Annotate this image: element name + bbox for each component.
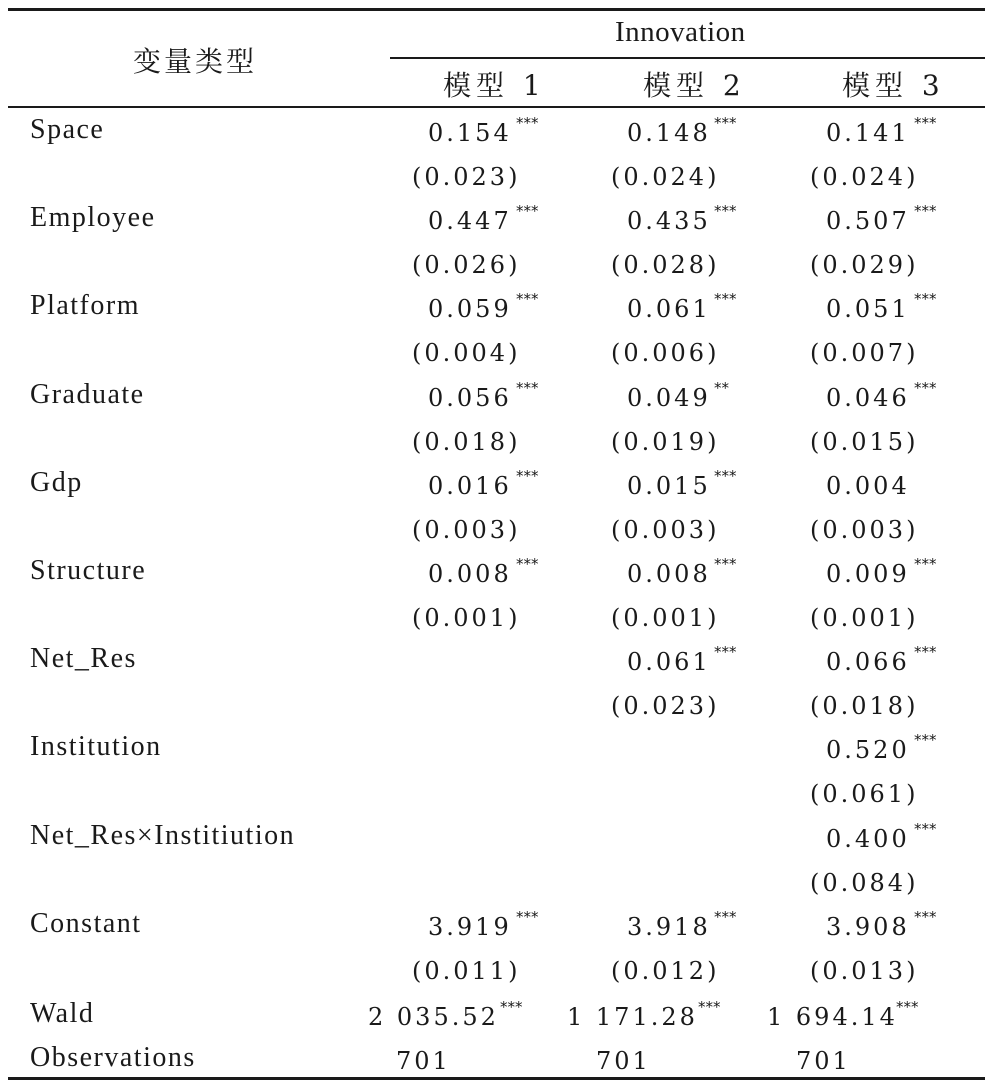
significance-stars: *** [914,202,937,220]
standard-error-cell: (0.003) [810,516,919,544]
wald-value: 1 171.28 [567,1003,698,1031]
coefficient-cell: 0.008 [428,560,512,588]
significance-stars: *** [714,202,737,220]
standard-error-cell: (0.015) [810,428,919,456]
coefficient-cell: 0.435 [627,207,711,235]
significance-stars: *** [896,998,919,1016]
row-label: Space [30,114,105,145]
significance-stars: *** [698,998,721,1016]
significance-stars: *** [714,908,737,926]
standard-error-cell: (0.001) [412,604,521,632]
significance-stars: *** [714,643,737,661]
model-3-header: 模型 3 [842,69,945,102]
coefficient-cell: 0.148 [627,119,711,147]
coefficient-cell: 0.049 [627,384,711,412]
standard-error-cell: (0.011) [412,957,521,985]
coefficient-cell: 0.056 [428,384,512,412]
significance-stars: *** [714,467,737,485]
standard-error-cell: (0.018) [412,428,521,456]
significance-stars: *** [500,998,523,1016]
coefficient-cell: 0.066 [826,648,910,676]
significance-stars: *** [914,114,937,132]
significance-stars: *** [516,379,539,397]
coefficient-cell: 3.918 [627,913,711,941]
standard-error-cell: (0.006) [611,339,720,367]
coefficient-cell: 0.004 [826,472,910,500]
significance-stars: *** [516,908,539,926]
significance-stars: *** [914,290,937,308]
standard-error-cell: (0.084) [810,869,919,897]
row-label: Constant [30,908,142,939]
significance-stars: *** [516,114,539,132]
top-rule [8,8,985,11]
coefficient-cell: 3.919 [428,913,512,941]
row-label: Structure [30,555,147,586]
group-header-rule [390,57,985,59]
standard-error-cell: (0.001) [611,604,720,632]
coefficient-cell: 0.520 [826,736,910,764]
standard-error-cell: (0.023) [412,163,521,191]
observations-label: Observations [30,1042,196,1073]
coefficient-cell: 0.059 [428,295,512,323]
significance-stars: *** [714,114,737,132]
observations-value: 701 [596,1047,651,1075]
coefficient-cell: 0.061 [627,648,711,676]
coefficient-cell: 0.447 [428,207,512,235]
coefficient-cell: 0.154 [428,119,512,147]
coefficient-cell: 0.507 [826,207,910,235]
standard-error-cell: (0.026) [412,251,521,279]
coefficient-cell: 0.015 [627,472,711,500]
standard-error-cell: (0.013) [810,957,919,985]
coefficient-cell: 0.141 [826,119,910,147]
coefficient-cell: 0.016 [428,472,512,500]
coefficient-cell: 0.400 [826,825,910,853]
observations-value: 701 [396,1047,451,1075]
significance-stars: *** [914,643,937,661]
row-label: Net_Res×Institiution [30,820,296,851]
coefficient-cell: 3.908 [826,913,910,941]
coefficient-cell: 0.008 [627,560,711,588]
coefficient-cell: 0.051 [826,295,910,323]
significance-stars: *** [914,908,937,926]
coefficient-cell: 0.061 [627,295,711,323]
model-2-header: 模型 2 [643,69,746,102]
bottom-rule [8,1077,985,1080]
row-label: Net_Res [30,643,137,674]
coefficient-cell: 0.046 [826,384,910,412]
significance-stars: *** [714,555,737,573]
standard-error-cell: (0.018) [810,692,919,720]
row-label: Graduate [30,379,145,410]
row-label: Gdp [30,467,83,498]
header-rule [8,106,985,108]
coefficient-cell: 0.009 [826,560,910,588]
significance-stars: *** [516,290,539,308]
variable-type-header: 变量类型 [133,45,258,78]
row-label: Employee [30,202,156,233]
row-label: Platform [30,290,140,321]
observations-value: 701 [796,1047,851,1075]
significance-stars: *** [516,467,539,485]
standard-error-cell: (0.003) [611,516,720,544]
significance-stars: *** [914,731,937,749]
innovation-header: Innovation [615,16,746,48]
standard-error-cell: (0.029) [810,251,919,279]
standard-error-cell: (0.003) [412,516,521,544]
significance-stars: *** [914,820,937,838]
standard-error-cell: (0.007) [810,339,919,367]
standard-error-cell: (0.024) [611,163,720,191]
standard-error-cell: (0.019) [611,428,720,456]
standard-error-cell: (0.004) [412,339,521,367]
significance-stars: *** [914,555,937,573]
standard-error-cell: (0.012) [611,957,720,985]
significance-stars: ** [714,379,729,397]
standard-error-cell: (0.061) [810,780,919,808]
significance-stars: *** [714,290,737,308]
wald-label: Wald [30,998,95,1029]
wald-value: 2 035.52 [368,1003,499,1031]
standard-error-cell: (0.023) [611,692,720,720]
standard-error-cell: (0.001) [810,604,919,632]
row-label: Institution [30,731,162,762]
standard-error-cell: (0.028) [611,251,720,279]
wald-value: 1 694.14 [767,1003,898,1031]
significance-stars: *** [516,202,539,220]
model-1-header: 模型 1 [443,69,546,102]
significance-stars: *** [516,555,539,573]
standard-error-cell: (0.024) [810,163,919,191]
significance-stars: *** [914,379,937,397]
